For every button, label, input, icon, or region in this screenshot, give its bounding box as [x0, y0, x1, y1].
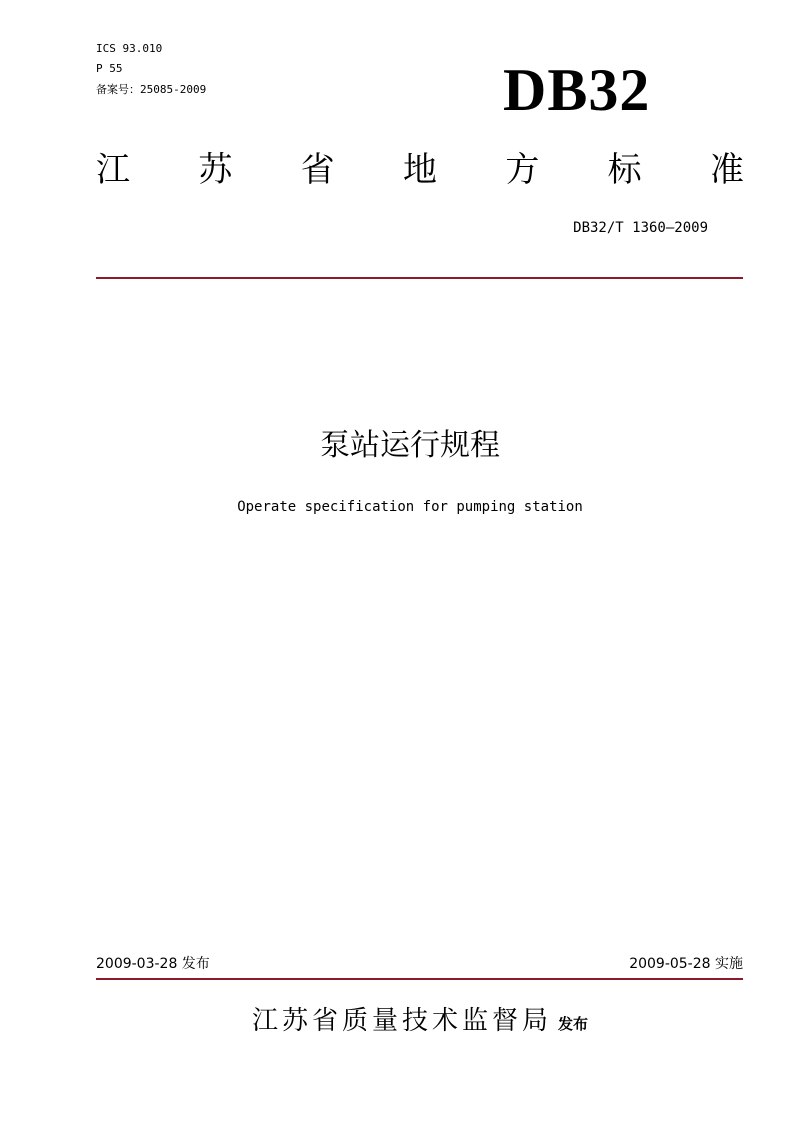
issuer-suffix: 发布	[558, 1015, 589, 1033]
title-chinese: 泵站运行规程	[320, 428, 500, 463]
standard-type-char: 地	[402, 150, 437, 190]
issue-date: 2009-03-28 发布	[96, 956, 210, 972]
bottom-divider	[96, 978, 743, 980]
standard-type-char: 江	[96, 150, 130, 190]
standard-type-char: 标	[607, 150, 642, 190]
standard-type-char: 省	[300, 150, 335, 190]
issuer	[0, 1005, 800, 1040]
title-english: Operate specification for pumping station	[237, 499, 583, 515]
meta-ics: ICS 93.010	[96, 42, 163, 55]
standard-type-char: 方	[505, 150, 540, 190]
standard-type-char: 苏	[198, 150, 233, 190]
db-code: DB32	[503, 57, 651, 123]
standard-type-char: 准	[709, 150, 744, 190]
standard-number: DB32/T 1360—2009	[573, 220, 708, 236]
implementation-date: 2009-05-28 实施	[629, 956, 743, 972]
meta-record-number: 备案号：25085-2009	[96, 83, 207, 96]
issuer-name: 江苏省质量技术监督局	[251, 1006, 552, 1036]
standard-type	[96, 148, 744, 192]
meta-ccs: P 55	[96, 62, 123, 75]
top-divider	[96, 277, 743, 279]
